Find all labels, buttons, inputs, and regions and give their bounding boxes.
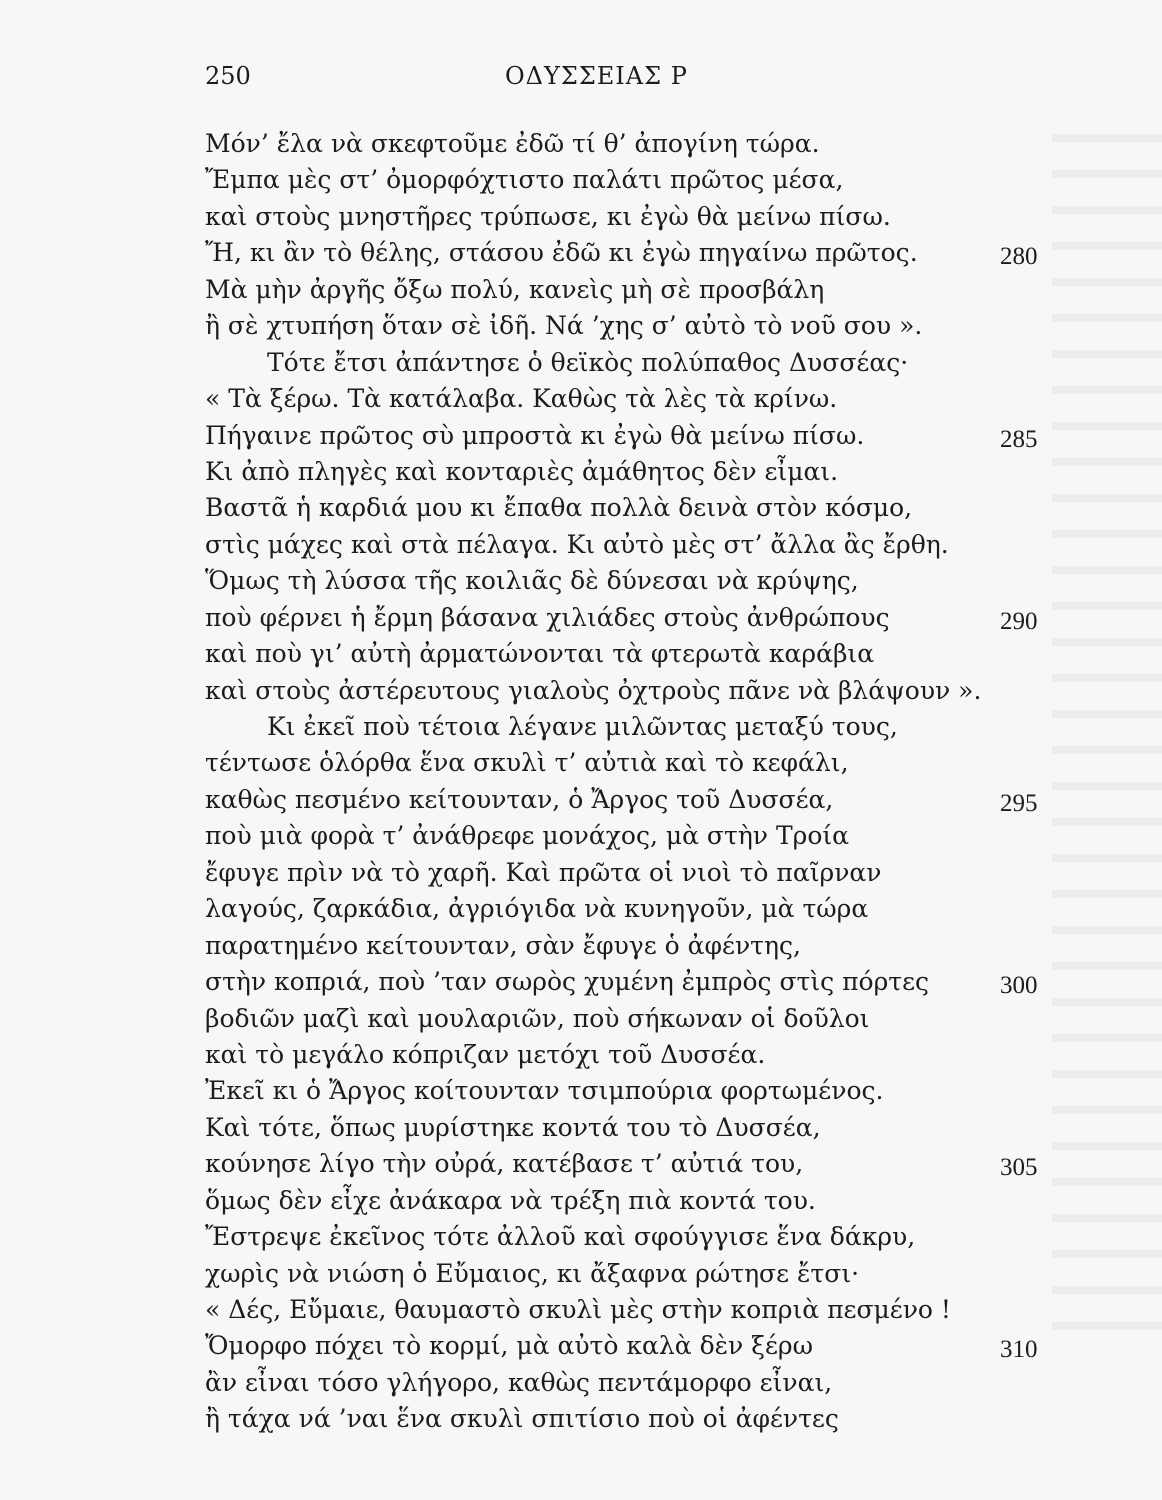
verse-line	[205, 345, 1065, 381]
verse-line	[205, 454, 1065, 490]
verse-line	[205, 126, 1065, 162]
running-title: ΟΔΥΣΣΕΙΑΣ Ρ	[505, 62, 688, 90]
verse-line-text: ἂν εἶναι τόσο γλήγορο, καθὼς πεντάμορφο εἶναι,	[205, 1367, 833, 1397]
verse-line-text: ἢ τάχα νά ’ναι ἕνα σκυλὶ σπιτίσιο ποὺ οἱ ἀφέντες	[205, 1404, 839, 1434]
verse-line-text: στὶς μάχες καὶ στὰ πέλαγα. Κι αὐτὸ μὲς στ’ ἄλλα ἂς ἔρθη.	[205, 529, 949, 559]
verse-line-text: Μὰ μὴν ἀργῆς ὄξω πολύ, κανεὶς μὴ σὲ προσβάλη	[205, 274, 825, 304]
verse-line	[205, 745, 1065, 781]
verse-line	[205, 418, 1065, 454]
verse-line	[205, 199, 1065, 235]
verse-line	[205, 1401, 1065, 1437]
verse-line-text: ἢ σὲ χτυπήση ὅταν σὲ ἰδῆ. Νά ’χης σ’ αὐτὸ τὸ νοῦ σου ».	[205, 311, 923, 341]
verse-line	[205, 600, 1065, 636]
verse-line	[205, 1073, 1065, 1109]
verse-line-text: Βαστᾶ ἡ καρδιά μου κι ἔπαθα πολλὰ δεινὰ στὸν κόσμο,	[205, 493, 913, 523]
verse-line-text: Ἐκεῖ κι ὁ Ἄργος κοίτουνταν τσιμπούρια φορτωμένος.	[205, 1076, 884, 1106]
verse-line	[205, 673, 1065, 709]
line-number: 300	[1000, 972, 1038, 1000]
verse-line-text: Ὄμορφο πόχει τὸ κορμί, μὰ αὐτὸ καλὰ δὲν ξέρω	[205, 1331, 813, 1361]
verse-line	[205, 235, 1065, 271]
page-number: 250	[205, 62, 251, 90]
verse-line	[205, 1292, 1065, 1328]
verse-line	[205, 1001, 1065, 1037]
verse-line-text: « Δές, Εὔμαιε, θαυμαστὸ σκυλὶ μὲς στὴν κοπριὰ πεσμένο !	[205, 1295, 951, 1324]
verse-line	[205, 272, 1065, 308]
verse-line-text: κούνησε λίγο τὴν οὐρά, κατέβασε τ’ αὐτιά του,	[205, 1149, 804, 1179]
page-header	[205, 62, 725, 102]
verse-line-text: καὶ τὸ μεγάλο κόπριζαν μετόχι τοῦ Δυσσέα.	[205, 1039, 766, 1069]
verse-line	[205, 563, 1065, 599]
verse-line	[205, 928, 1065, 964]
verse-line	[205, 1328, 1065, 1364]
verse-line-text: στὴν κοπριά, ποὺ ’ταν σωρὸς χυμένη ἐμπρὸς στὶς πόρτες	[205, 967, 930, 997]
verse-line-text: καὶ στοὺς μνηστῆρες τρύπωσε, κι ἐγὼ θὰ μείνω πίσω.	[205, 201, 891, 231]
verse-line	[205, 891, 1065, 927]
verse-line-text: Πήγαινε πρῶτος σὺ μπροστὰ κι ἐγὼ θὰ μείνω πίσω.	[205, 420, 865, 450]
verse-block	[205, 126, 1065, 1438]
verse-line	[205, 818, 1065, 854]
verse-line-text: Κι ἐκεῖ ποὺ τέτοια λέγανε μιλῶντας μεταξύ τους,	[267, 712, 898, 741]
verse-line	[205, 527, 1065, 563]
verse-line-text: Τότε ἔτσι ἀπάντησε ὁ θεϊκὸς πολύπαθος Δυσσέας·	[267, 347, 909, 377]
verse-line-text: παρατημένο κείτουνταν, σὰν ἔφυγε ὁ ἀφέντης,	[205, 930, 801, 960]
verse-line-text: ποὺ μιὰ φορὰ τ’ ἀνάθρεφε μονάχος, μὰ στὴν Τροία	[205, 821, 850, 851]
verse-line-text: καὶ στοὺς ἀστέρευτους γιαλοὺς ὀχτροὺς πᾶνε νὰ βλάψουν ».	[205, 675, 982, 705]
verse-line-text: τέντωσε ὁλόρθα ἕνα σκυλὶ τ’ αὐτιὰ καὶ τὸ κεφάλι,	[205, 748, 849, 778]
verse-line-text: ποὺ φέρνει ἡ ἔρμη βάσανα χιλιάδες στοὺς ἀνθρώπους	[205, 602, 890, 632]
verse-line-text: Κι ἀπὸ πληγὲς καὶ κονταριὲς ἀμάθητος δὲν εἶμαι.	[205, 456, 839, 486]
verse-line	[205, 1219, 1065, 1255]
verse-line-text: Ἔμπα μὲς στ’ ὀμορφόχτιστο παλάτι πρῶτος μέσα,	[205, 165, 844, 195]
line-number: 305	[1000, 1154, 1038, 1182]
verse-line	[205, 964, 1065, 1000]
verse-line-text: Ἤ, κι ἂν τὸ θέλης, στάσου ἐδῶ κι ἐγὼ πηγαίνω πρῶτος.	[205, 238, 918, 268]
verse-line-text: Ἔστρεψε ἐκεῖνος τότε ἀλλοῦ καὶ σφούγγισε ἕνα δάκρυ,	[205, 1222, 916, 1252]
verse-line-text: ὅμως δὲν εἶχε ἀνάκαρα νὰ τρέξη πιὰ κοντά του.	[205, 1185, 816, 1215]
verse-line-text: χωρὶς νὰ νιώση ὁ Εὔμαιος, κι ἄξαφνα ρώτησε ἔτσι·	[205, 1258, 860, 1288]
verse-line-text: Καὶ τότε, ὅπως μυρίστηκε κοντά του τὸ Δυσσέα,	[205, 1112, 821, 1142]
verse-line	[205, 1256, 1065, 1292]
verse-line	[205, 162, 1065, 198]
line-number: 295	[1000, 789, 1038, 817]
verse-line-text: Ὅμως τὴ λύσσα τῆς κοιλιᾶς δὲ δύνεσαι νὰ κρύψης,	[205, 566, 859, 596]
verse-line	[205, 782, 1065, 818]
verse-line	[205, 381, 1065, 417]
verse-line-text: καὶ ποὺ γι’ αὐτὴ ἀρματώνονται τὰ φτερωτὰ καράβια	[205, 639, 875, 669]
line-number: 280	[1000, 243, 1038, 271]
verse-line-text: « Τὰ ξέρω. Τὰ κατάλαβα. Καθὼς τὰ λὲς τὰ κρίνω.	[205, 384, 838, 414]
verse-line-text: ἔφυγε πρὶν νὰ τὸ χαρῆ. Καὶ πρῶτα οἱ νιοὶ τὸ παῖρναν	[205, 857, 882, 887]
verse-line-text: λαγούς, ζαρκάδια, ἀγριόγιδα νὰ κυνηγοῦν, μὰ τώρα	[205, 894, 869, 924]
verse-line	[205, 636, 1065, 672]
verse-line	[205, 709, 1065, 745]
verse-line	[205, 490, 1065, 526]
line-number: 290	[1000, 607, 1038, 635]
verse-line	[205, 308, 1065, 344]
verse-line	[205, 1037, 1065, 1073]
verse-line-text: καθὼς πεσμένο κείτουνταν, ὁ Ἄργος τοῦ Δυσσέα,	[205, 784, 834, 814]
verse-line	[205, 1183, 1065, 1219]
line-number: 310	[1000, 1336, 1038, 1364]
verse-line	[205, 855, 1065, 891]
verse-line	[205, 1146, 1065, 1182]
verse-line-text: Μόν’ ἔλα νὰ σκεφτοῦμε ἐδῶ τί θ’ ἀπογίνη τώρα.	[205, 129, 820, 158]
verse-line	[205, 1365, 1065, 1401]
verse-line-text: βοδιῶν μαζὶ καὶ μουλαριῶν, ποὺ σήκωναν οἱ δοῦλοι	[205, 1003, 870, 1033]
verse-line	[205, 1110, 1065, 1146]
line-number: 285	[1000, 425, 1038, 453]
facing-page-bleed-through	[1052, 120, 1162, 1350]
